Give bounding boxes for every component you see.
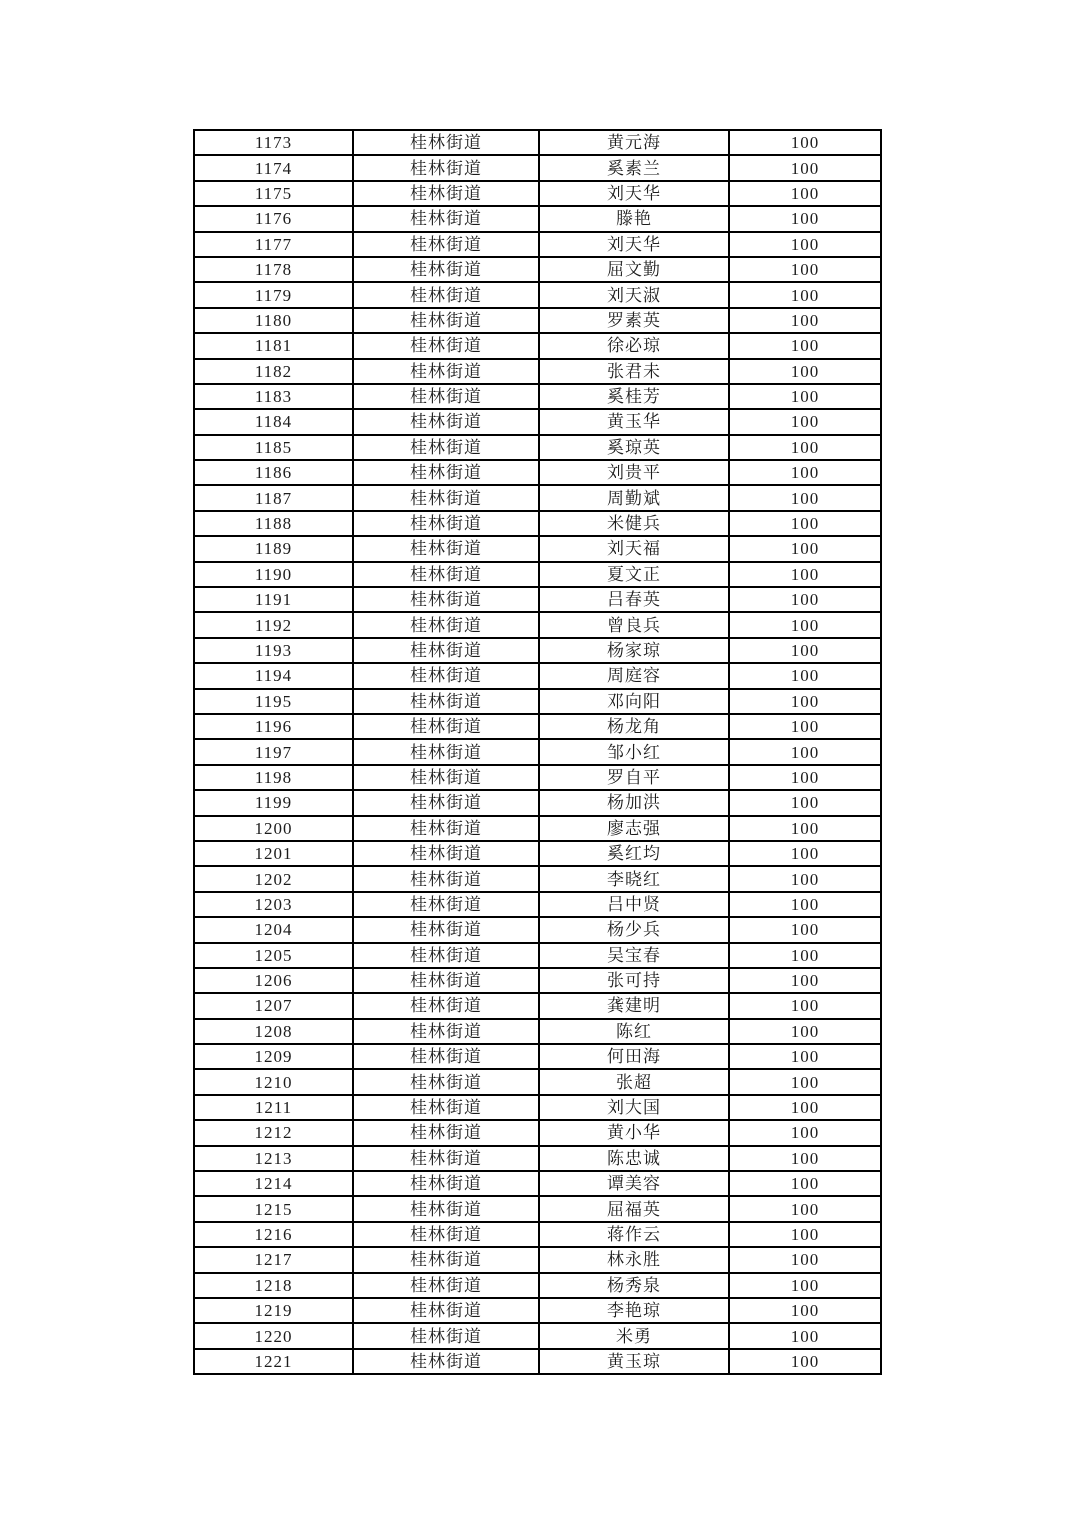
table-row (194, 689, 881, 714)
table-row (194, 460, 881, 485)
person-name-cell: 杨秀泉 (539, 1273, 729, 1298)
score-cell: 100 (729, 485, 881, 510)
street-cell: 桂林街道 (353, 866, 539, 891)
street-cell: 桂林街道 (353, 1196, 539, 1221)
person-name-cell: 邓向阳 (539, 689, 729, 714)
table-row (194, 1146, 881, 1171)
person-name-cell: 谭美容 (539, 1171, 729, 1196)
street-cell: 桂林街道 (353, 993, 539, 1018)
serial-number-cell: 1198 (194, 765, 353, 790)
score-cell: 100 (729, 892, 881, 917)
score-cell: 100 (729, 562, 881, 587)
serial-number-cell: 1191 (194, 587, 353, 612)
street-cell: 桂林街道 (353, 968, 539, 993)
person-name-cell: 廖志强 (539, 816, 729, 841)
street-cell: 桂林街道 (353, 841, 539, 866)
table-row (194, 663, 881, 688)
table-row (194, 1222, 881, 1247)
score-cell: 100 (729, 816, 881, 841)
serial-number-cell: 1195 (194, 689, 353, 714)
serial-number-cell: 1178 (194, 257, 353, 282)
serial-number-cell: 1210 (194, 1069, 353, 1094)
street-cell: 桂林街道 (353, 333, 539, 358)
street-cell: 桂林街道 (353, 384, 539, 409)
person-name-cell: 罗素英 (539, 308, 729, 333)
street-cell: 桂林街道 (353, 359, 539, 384)
score-cell: 100 (729, 435, 881, 460)
person-name-cell: 张可持 (539, 968, 729, 993)
street-cell: 桂林街道 (353, 1298, 539, 1323)
serial-number-cell: 1183 (194, 384, 353, 409)
score-cell: 100 (729, 917, 881, 942)
table-row (194, 409, 881, 434)
street-cell: 桂林街道 (353, 1095, 539, 1120)
person-name-cell: 杨加洪 (539, 790, 729, 815)
serial-number-cell: 1173 (194, 130, 353, 155)
score-cell: 100 (729, 536, 881, 561)
street-cell: 桂林街道 (353, 435, 539, 460)
serial-number-cell: 1211 (194, 1095, 353, 1120)
street-cell: 桂林街道 (353, 206, 539, 231)
score-cell: 100 (729, 1298, 881, 1323)
table-row (194, 790, 881, 815)
street-cell: 桂林街道 (353, 511, 539, 536)
serial-number-cell: 1212 (194, 1120, 353, 1145)
person-name-cell: 陈红 (539, 1019, 729, 1044)
serial-number-cell: 1175 (194, 181, 353, 206)
serial-number-cell: 1197 (194, 739, 353, 764)
table-row (194, 612, 881, 637)
street-cell: 桂林街道 (353, 587, 539, 612)
serial-number-cell: 1201 (194, 841, 353, 866)
person-name-cell: 邹小红 (539, 739, 729, 764)
person-name-cell: 奚琼英 (539, 435, 729, 460)
score-cell: 100 (729, 612, 881, 637)
score-cell: 100 (729, 1095, 881, 1120)
street-cell: 桂林街道 (353, 943, 539, 968)
person-name-cell: 杨龙角 (539, 714, 729, 739)
table-row (194, 739, 881, 764)
score-cell: 100 (729, 968, 881, 993)
street-cell: 桂林街道 (353, 1044, 539, 1069)
serial-number-cell: 1184 (194, 409, 353, 434)
table-row (194, 333, 881, 358)
person-name-cell: 吕春英 (539, 587, 729, 612)
street-cell: 桂林街道 (353, 790, 539, 815)
table-row (194, 1196, 881, 1221)
street-cell: 桂林街道 (353, 409, 539, 434)
serial-number-cell: 1189 (194, 536, 353, 561)
serial-number-cell: 1221 (194, 1349, 353, 1374)
score-cell: 100 (729, 587, 881, 612)
person-name-cell: 黄小华 (539, 1120, 729, 1145)
table-row (194, 993, 881, 1018)
table-row (194, 130, 881, 155)
table-row (194, 1349, 881, 1374)
score-cell: 100 (729, 943, 881, 968)
table-row (194, 1019, 881, 1044)
table-row (194, 1044, 881, 1069)
score-cell: 100 (729, 130, 881, 155)
serial-number-cell: 1192 (194, 612, 353, 637)
person-name-cell: 夏文正 (539, 562, 729, 587)
person-name-cell: 张超 (539, 1069, 729, 1094)
serial-number-cell: 1213 (194, 1146, 353, 1171)
street-cell: 桂林街道 (353, 1222, 539, 1247)
serial-number-cell: 1193 (194, 638, 353, 663)
serial-number-cell: 1220 (194, 1323, 353, 1348)
person-name-cell: 徐必琼 (539, 333, 729, 358)
person-name-cell: 刘大国 (539, 1095, 729, 1120)
serial-number-cell: 1174 (194, 155, 353, 180)
person-name-cell: 李艳琼 (539, 1298, 729, 1323)
score-cell: 100 (729, 1044, 881, 1069)
street-cell: 桂林街道 (353, 562, 539, 587)
table-row (194, 1069, 881, 1094)
serial-number-cell: 1209 (194, 1044, 353, 1069)
table-row (194, 1171, 881, 1196)
street-cell: 桂林街道 (353, 1349, 539, 1374)
person-name-cell: 周勤斌 (539, 485, 729, 510)
score-cell: 100 (729, 739, 881, 764)
person-name-cell: 杨家琼 (539, 638, 729, 663)
serial-number-cell: 1186 (194, 460, 353, 485)
serial-number-cell: 1200 (194, 816, 353, 841)
table-row (194, 866, 881, 891)
table-row (194, 943, 881, 968)
person-name-cell: 何田海 (539, 1044, 729, 1069)
serial-number-cell: 1205 (194, 943, 353, 968)
street-cell: 桂林街道 (353, 485, 539, 510)
score-cell: 100 (729, 1349, 881, 1374)
street-cell: 桂林街道 (353, 1171, 539, 1196)
table-row (194, 536, 881, 561)
street-cell: 桂林街道 (353, 1069, 539, 1094)
table-row (194, 511, 881, 536)
score-cell: 100 (729, 841, 881, 866)
street-cell: 桂林街道 (353, 155, 539, 180)
serial-number-cell: 1202 (194, 866, 353, 891)
person-name-cell: 米勇 (539, 1323, 729, 1348)
table-row (194, 587, 881, 612)
street-cell: 桂林街道 (353, 1323, 539, 1348)
person-name-cell: 周庭容 (539, 663, 729, 688)
table-row (194, 1298, 881, 1323)
serial-number-cell: 1185 (194, 435, 353, 460)
score-cell: 100 (729, 714, 881, 739)
person-name-cell: 刘贵平 (539, 460, 729, 485)
person-name-cell: 奚桂芳 (539, 384, 729, 409)
score-cell: 100 (729, 384, 881, 409)
street-cell: 桂林街道 (353, 816, 539, 841)
person-name-cell: 黄玉华 (539, 409, 729, 434)
serial-number-cell: 1196 (194, 714, 353, 739)
table-row (194, 562, 881, 587)
roster-table (193, 129, 882, 1375)
score-cell: 100 (729, 1273, 881, 1298)
street-cell: 桂林街道 (353, 232, 539, 257)
person-name-cell: 陈忠诚 (539, 1146, 729, 1171)
person-name-cell: 屈福英 (539, 1196, 729, 1221)
score-cell: 100 (729, 1196, 881, 1221)
street-cell: 桂林街道 (353, 282, 539, 307)
score-cell: 100 (729, 257, 881, 282)
table-row (194, 892, 881, 917)
street-cell: 桂林街道 (353, 308, 539, 333)
score-cell: 100 (729, 409, 881, 434)
score-cell: 100 (729, 1069, 881, 1094)
score-cell: 100 (729, 155, 881, 180)
serial-number-cell: 1206 (194, 968, 353, 993)
score-cell: 100 (729, 282, 881, 307)
score-cell: 100 (729, 308, 881, 333)
score-cell: 100 (729, 790, 881, 815)
table-row (194, 1273, 881, 1298)
serial-number-cell: 1217 (194, 1247, 353, 1272)
table-row (194, 1247, 881, 1272)
person-name-cell: 刘天华 (539, 181, 729, 206)
street-cell: 桂林街道 (353, 1120, 539, 1145)
table-row (194, 638, 881, 663)
street-cell: 桂林街道 (353, 181, 539, 206)
person-name-cell: 吴宝春 (539, 943, 729, 968)
person-name-cell: 刘天福 (539, 536, 729, 561)
serial-number-cell: 1219 (194, 1298, 353, 1323)
person-name-cell: 吕中贤 (539, 892, 729, 917)
table-row (194, 384, 881, 409)
score-cell: 100 (729, 993, 881, 1018)
street-cell: 桂林街道 (353, 765, 539, 790)
score-cell: 100 (729, 1247, 881, 1272)
person-name-cell: 米健兵 (539, 511, 729, 536)
score-cell: 100 (729, 460, 881, 485)
street-cell: 桂林街道 (353, 917, 539, 942)
score-cell: 100 (729, 689, 881, 714)
score-cell: 100 (729, 1146, 881, 1171)
score-cell: 100 (729, 1120, 881, 1145)
table-row (194, 816, 881, 841)
score-cell: 100 (729, 206, 881, 231)
score-cell: 100 (729, 765, 881, 790)
serial-number-cell: 1179 (194, 282, 353, 307)
score-cell: 100 (729, 663, 881, 688)
serial-number-cell: 1203 (194, 892, 353, 917)
street-cell: 桂林街道 (353, 1273, 539, 1298)
serial-number-cell: 1218 (194, 1273, 353, 1298)
person-name-cell: 杨少兵 (539, 917, 729, 942)
score-cell: 100 (729, 1171, 881, 1196)
table-row (194, 714, 881, 739)
score-cell: 100 (729, 866, 881, 891)
street-cell: 桂林街道 (353, 460, 539, 485)
person-name-cell: 刘天淑 (539, 282, 729, 307)
person-name-cell: 张君未 (539, 359, 729, 384)
serial-number-cell: 1199 (194, 790, 353, 815)
person-name-cell: 曾良兵 (539, 612, 729, 637)
score-cell: 100 (729, 181, 881, 206)
serial-number-cell: 1204 (194, 917, 353, 942)
street-cell: 桂林街道 (353, 739, 539, 764)
person-name-cell: 林永胜 (539, 1247, 729, 1272)
street-cell: 桂林街道 (353, 689, 539, 714)
table-row (194, 155, 881, 180)
person-name-cell: 龚建明 (539, 993, 729, 1018)
serial-number-cell: 1216 (194, 1222, 353, 1247)
serial-number-cell: 1215 (194, 1196, 353, 1221)
serial-number-cell: 1214 (194, 1171, 353, 1196)
serial-number-cell: 1182 (194, 359, 353, 384)
table-row (194, 282, 881, 307)
serial-number-cell: 1187 (194, 485, 353, 510)
street-cell: 桂林街道 (353, 536, 539, 561)
street-cell: 桂林街道 (353, 663, 539, 688)
street-cell: 桂林街道 (353, 1019, 539, 1044)
person-name-cell: 滕艳 (539, 206, 729, 231)
street-cell: 桂林街道 (353, 130, 539, 155)
table-row (194, 765, 881, 790)
serial-number-cell: 1176 (194, 206, 353, 231)
serial-number-cell: 1194 (194, 663, 353, 688)
street-cell: 桂林街道 (353, 257, 539, 282)
table-row (194, 1323, 881, 1348)
street-cell: 桂林街道 (353, 714, 539, 739)
table-row (194, 841, 881, 866)
serial-number-cell: 1181 (194, 333, 353, 358)
person-name-cell: 屈文勤 (539, 257, 729, 282)
street-cell: 桂林街道 (353, 1146, 539, 1171)
roster-table-body (194, 130, 881, 1374)
table-row (194, 257, 881, 282)
score-cell: 100 (729, 1323, 881, 1348)
score-cell: 100 (729, 1222, 881, 1247)
table-row (194, 435, 881, 460)
person-name-cell: 奚素兰 (539, 155, 729, 180)
table-row (194, 359, 881, 384)
person-name-cell: 刘天华 (539, 232, 729, 257)
table-row (194, 917, 881, 942)
table-row (194, 968, 881, 993)
score-cell: 100 (729, 511, 881, 536)
street-cell: 桂林街道 (353, 1247, 539, 1272)
score-cell: 100 (729, 333, 881, 358)
serial-number-cell: 1180 (194, 308, 353, 333)
score-cell: 100 (729, 232, 881, 257)
person-name-cell: 李晓红 (539, 866, 729, 891)
serial-number-cell: 1208 (194, 1019, 353, 1044)
score-cell: 100 (729, 359, 881, 384)
street-cell: 桂林街道 (353, 892, 539, 917)
score-cell: 100 (729, 638, 881, 663)
table-row (194, 1120, 881, 1145)
street-cell: 桂林街道 (353, 612, 539, 637)
table-row (194, 1095, 881, 1120)
serial-number-cell: 1207 (194, 993, 353, 1018)
person-name-cell: 黄元海 (539, 130, 729, 155)
person-name-cell: 奚红均 (539, 841, 729, 866)
table-row (194, 181, 881, 206)
table-row (194, 232, 881, 257)
serial-number-cell: 1190 (194, 562, 353, 587)
serial-number-cell: 1188 (194, 511, 353, 536)
person-name-cell: 罗自平 (539, 765, 729, 790)
table-row (194, 485, 881, 510)
score-cell: 100 (729, 1019, 881, 1044)
serial-number-cell: 1177 (194, 232, 353, 257)
table-row (194, 308, 881, 333)
person-name-cell: 黄玉琼 (539, 1349, 729, 1374)
person-name-cell: 蒋作云 (539, 1222, 729, 1247)
table-row (194, 206, 881, 231)
street-cell: 桂林街道 (353, 638, 539, 663)
